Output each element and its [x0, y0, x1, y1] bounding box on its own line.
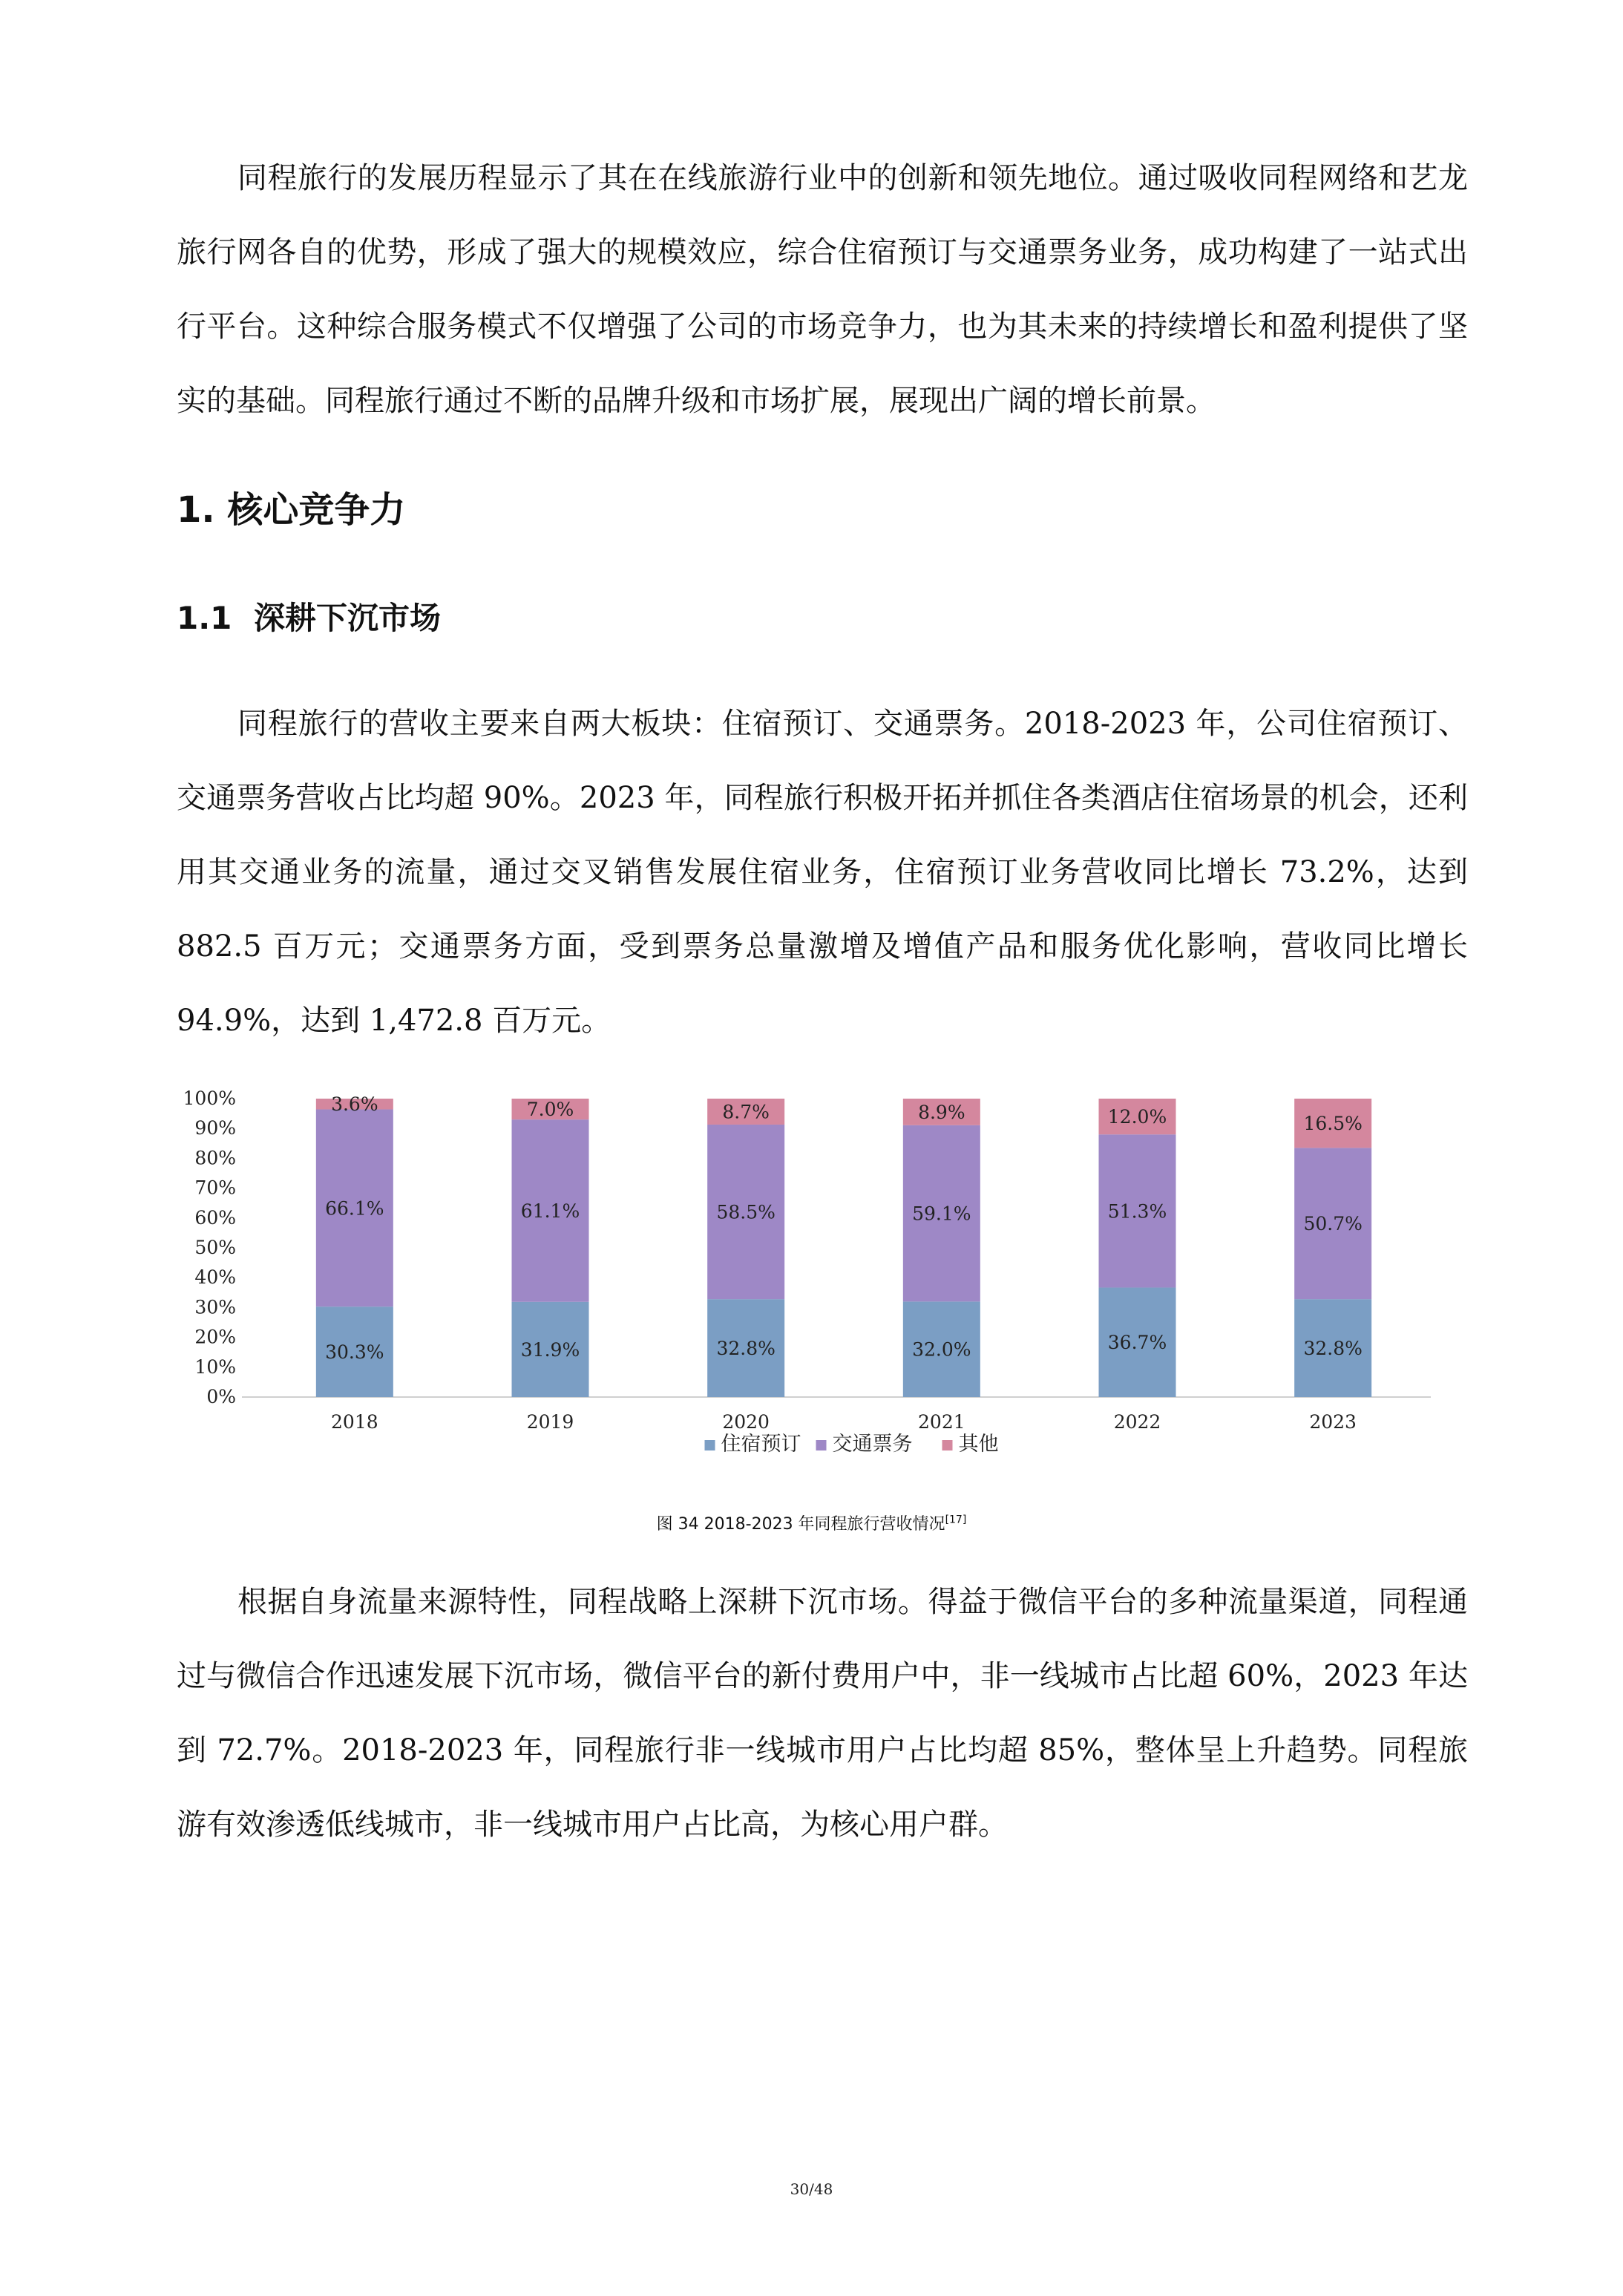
data-label: 59.1% — [912, 1203, 971, 1225]
x-tick-label: 2021 — [918, 1411, 965, 1433]
paragraph-market: 根据自身流量来源特性，同程战略上深耕下沉市场。得益于微信平台的多种流量渠道，同程通过与微信合作迅速发展下沉市场，微信平台的新付费用户中，非一线城市占比超 60%，2023 年达到 72.7%。2018-2023 年，同程旅行非一线城市用户占比均超 85%，整体呈上升趋势。同程旅游有效渗透低线城市，非一线城市用户占比高，为核心用户群。 — [177, 1585, 1468, 1842]
section-heading: 1. 核心竞争力 — [177, 489, 406, 531]
y-tick-label: 10% — [194, 1355, 236, 1378]
caption-reference: [17] — [945, 1514, 967, 1526]
legend-label: 其他 — [958, 1433, 999, 1456]
data-label: 58.5% — [716, 1201, 776, 1223]
data-label: 31.9% — [520, 1338, 580, 1361]
data-label: 32.0% — [912, 1338, 971, 1361]
data-label: 3.6% — [331, 1093, 378, 1116]
x-tick-label: 2022 — [1113, 1411, 1161, 1433]
y-tick-label: 0% — [206, 1386, 236, 1407]
data-label: 30.3% — [325, 1341, 384, 1364]
y-tick-label: 50% — [194, 1237, 236, 1258]
legend-swatch — [942, 1440, 953, 1450]
data-label: 36.7% — [1107, 1332, 1167, 1354]
data-label: 8.9% — [918, 1101, 965, 1123]
data-label: 51.3% — [1107, 1200, 1167, 1223]
data-label: 32.8% — [716, 1338, 776, 1360]
data-label: 61.1% — [520, 1200, 580, 1222]
paragraph-revenue: 同程旅行的营收主要来自两大板块：住宿预订、交通票务。2018-2023 年，公司住宿预订、交通票务营收占比均超 90%。2023 年，同程旅行积极开拓并抓住各类酒店住宿场景的机会，还利用其交通业务的流量，通过交叉销售发展住宿业务，住宿预订业务营收同比增长 73.2%，达到 882.5 百万元；交通票务方面，受到票务总量激增及增值产品和服务优化影响，营收同比增长 94.9%，达到 1,472.8 百万元。 — [177, 707, 1468, 1038]
subsection-title: 深耕下沉市场 — [254, 600, 442, 636]
data-label: 66.1% — [325, 1197, 384, 1220]
data-label: 32.8% — [1303, 1338, 1363, 1360]
y-tick-label: 30% — [194, 1296, 236, 1318]
x-tick-label: 2020 — [722, 1411, 770, 1433]
data-label: 8.7% — [722, 1101, 770, 1123]
legend-label: 交通票务 — [832, 1433, 913, 1456]
subsection-heading — [177, 594, 441, 638]
paragraph-intro: 同程旅行的发展历程显示了其在在线旅游行业中的创新和领先地位。通过吸收同程网络和艺龙旅行网各自的优势，形成了强大的规模效应，综合住宿预订与交通票务业务，成功构建了一站式出行平台。这种综合服务模式不仅增强了公司的市场竞争力，也为其未来的持续增长和盈利提供了坚实的基础。同程旅行通过不断的品牌升级和市场扩展，展现出广阔的增长前景。 — [177, 161, 1468, 418]
figure-caption — [0, 1511, 1623, 1534]
subsection-number: 1.1 — [177, 600, 232, 636]
y-tick-label: 40% — [194, 1266, 236, 1289]
data-label: 16.5% — [1303, 1113, 1363, 1135]
x-tick-label: 2019 — [526, 1411, 574, 1433]
legend-swatch — [705, 1440, 715, 1450]
x-tick-label: 2023 — [1309, 1411, 1357, 1433]
legend-label: 住宿预订 — [721, 1433, 801, 1456]
y-tick-label: 70% — [194, 1177, 236, 1199]
y-tick-label: 100% — [183, 1088, 236, 1109]
data-label: 7.0% — [526, 1099, 574, 1121]
legend-swatch — [816, 1440, 827, 1450]
y-tick-label: 90% — [194, 1117, 236, 1139]
data-label: 12.0% — [1107, 1106, 1167, 1128]
y-tick-label: 60% — [194, 1206, 236, 1229]
revenue-stacked-bar-chart — [177, 1069, 1438, 1485]
data-label: 50.7% — [1303, 1213, 1363, 1235]
y-tick-label: 20% — [194, 1326, 236, 1348]
y-tick-label: 80% — [194, 1147, 236, 1169]
page-number: 30/48 — [790, 2180, 833, 2198]
caption-text: 图 34 2018-2023 年同程旅行营收情况 — [656, 1515, 945, 1534]
x-tick-label: 2018 — [331, 1411, 378, 1433]
